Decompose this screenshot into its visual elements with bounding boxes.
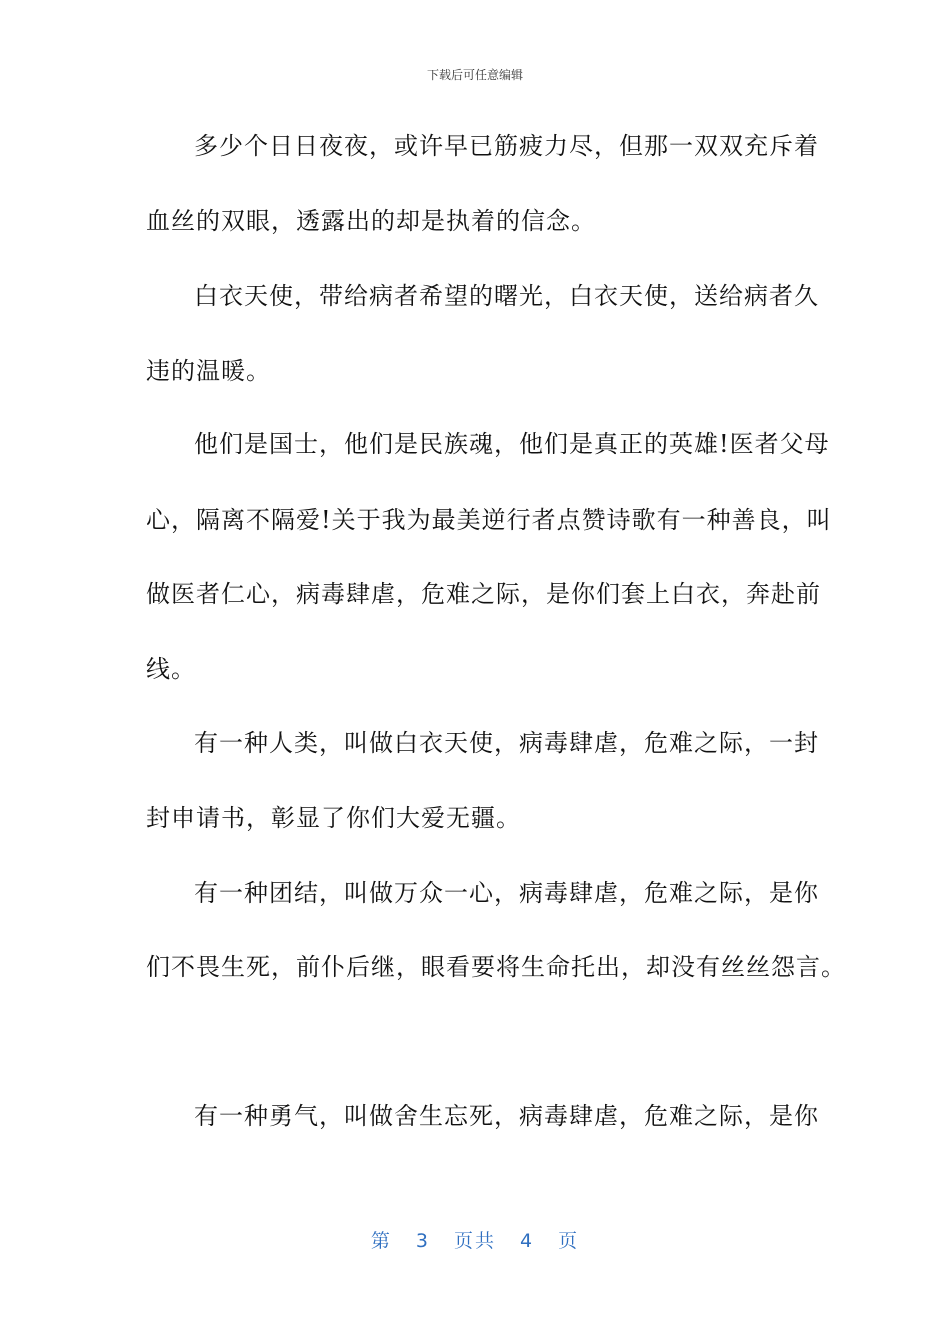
body-line: 做医者仁心，病毒肆虐，危难之际，是你们套上白衣，奔赴前 [146,580,821,608]
footer-suffix: 页 [558,1230,580,1252]
total-pages-number: 4 [520,1230,535,1252]
body-line: 封申请书，彰显了你们大爱无疆。 [146,804,521,832]
body-line: 心，隔离不隔爱!关于我为最美逆行者点赞诗歌有一种善良，叫 [146,506,832,534]
body-line: 线。 [146,655,196,683]
page-header: 下载后可任意编辑 [426,68,523,82]
body-line: 多少个日日夜夜，或许早已筋疲力尽，但那一双双充斥着 [194,132,819,160]
current-page-number: 3 [415,1230,430,1252]
footer-prefix: 第 [370,1230,392,1252]
body-line: 有一种勇气，叫做舍生忘死，病毒肆虐，危难之际，是你 [194,1102,819,1130]
body-line: 有一种人类，叫做白衣天使，病毒肆虐，危难之际，一封 [194,729,819,757]
body-line: 有一种团结，叫做万众一心，病毒肆虐，危难之际，是你 [194,879,819,907]
body-line: 违的温暖。 [146,357,271,385]
body-line: 他们是国士，他们是民族魂，他们是真正的英雄!医者父母 [194,430,830,458]
body-line: 白衣天使，带给病者希望的曙光，白衣天使，送给病者久 [194,282,819,310]
body-line: 血丝的双眼，透露出的却是执着的信念。 [146,207,596,235]
body-line: 们不畏生死，前仆后继，眼看要将生命托出，却没有丝丝怨言。 [146,953,846,981]
page-footer [0,1226,950,1253]
footer-middle: 页共 [453,1230,496,1252]
